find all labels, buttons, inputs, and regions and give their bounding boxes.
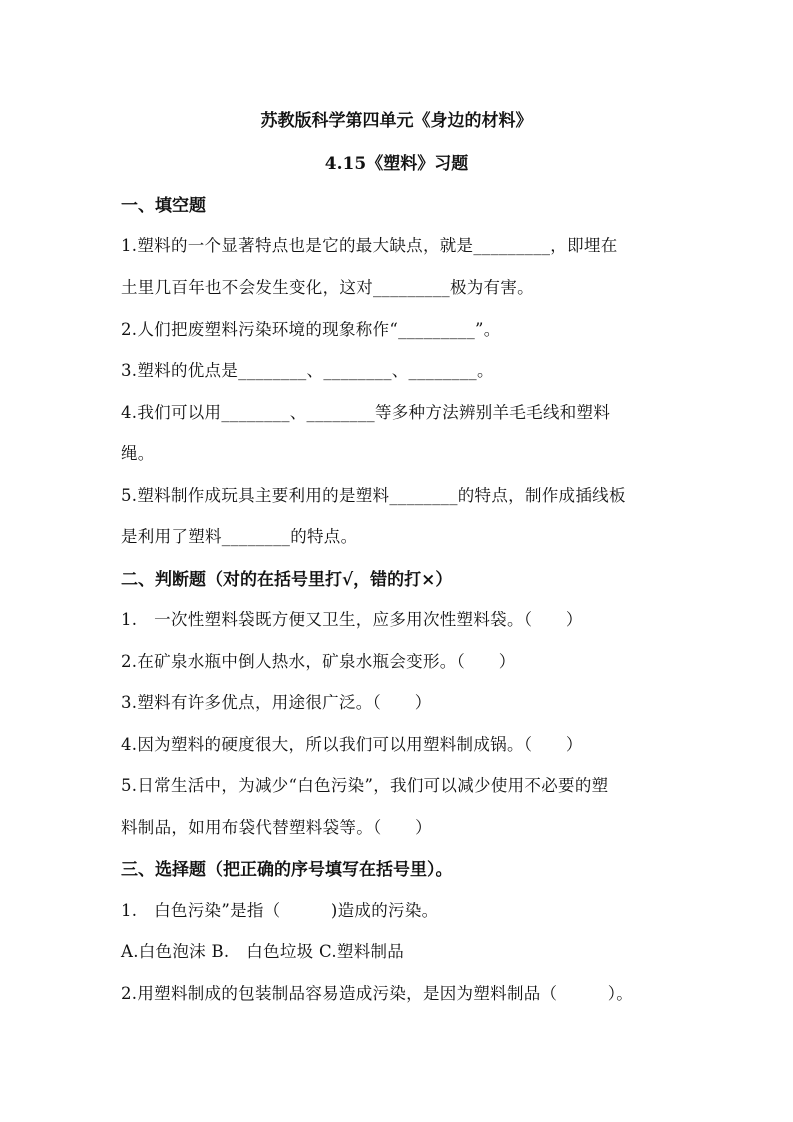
question-line: 3.塑料有许多优点，用途很广泛。（ ） bbox=[121, 693, 432, 712]
question-line: 4.我们可以用________、________等多种方法辨别羊毛毛线和塑料 bbox=[121, 403, 611, 422]
question-line: 1.塑料的一个显著特点也是它的最大缺点，就是_________，即埋在 bbox=[121, 236, 618, 255]
question-line: 2.在矿泉水瓶中倒人热水，矿泉水瓶会变形。（ ） bbox=[121, 652, 516, 671]
document-title: 苏教版科学第四单元《身边的材料》 bbox=[260, 111, 533, 131]
question-line: 1. 白色污染”是指（ )造成的污染。 bbox=[121, 901, 439, 920]
question-line: 绳。 bbox=[121, 444, 155, 463]
question-line: 2.用塑料制成的包装制品容易造成污染，是因为塑料制品（ ）。 bbox=[121, 984, 634, 1003]
question-line: 5.日常生活中，为减少“白色污染”，我们可以减少使用不必要的塑 bbox=[121, 776, 609, 795]
question-line: 5.塑料制作成玩具主要利用的是塑料________的特点，制作成插线板 bbox=[121, 486, 626, 505]
question-line: 2.人们把废塑料污染环境的现象称作“_________”。 bbox=[121, 320, 501, 339]
question-line: 料制品，如用布袋代替塑料袋等。（ ） bbox=[121, 818, 432, 837]
section-heading-multiple-choice: 三、选择题（把正确的序号填写在括号里）。 bbox=[121, 860, 453, 880]
section-heading-fill-blank: 一、填空题 bbox=[121, 196, 206, 216]
question-line: 4.因为塑料的硬度很大，所以我们可以用塑料制成锅。（ ） bbox=[121, 735, 583, 754]
question-line: 3.塑料的优点是________、________、________。 bbox=[121, 361, 494, 380]
section-heading-true-false: 二、判断题（对的在括号里打√，错的打×） bbox=[121, 570, 453, 590]
question-line: 1. 一次性塑料袋既方便又卫生，应多用次性塑料袋。（ ） bbox=[121, 610, 583, 629]
question-line: 土里几百年也不会发生变化，这对_________极为有害。 bbox=[121, 278, 534, 297]
document-subtitle: 4.15《塑料》习题 bbox=[324, 154, 469, 174]
question-line: 是利用了塑料________的特点。 bbox=[121, 527, 358, 546]
question-line: A.白色泡沫 B. 白色垃圾 C.塑料制品 bbox=[121, 942, 405, 961]
